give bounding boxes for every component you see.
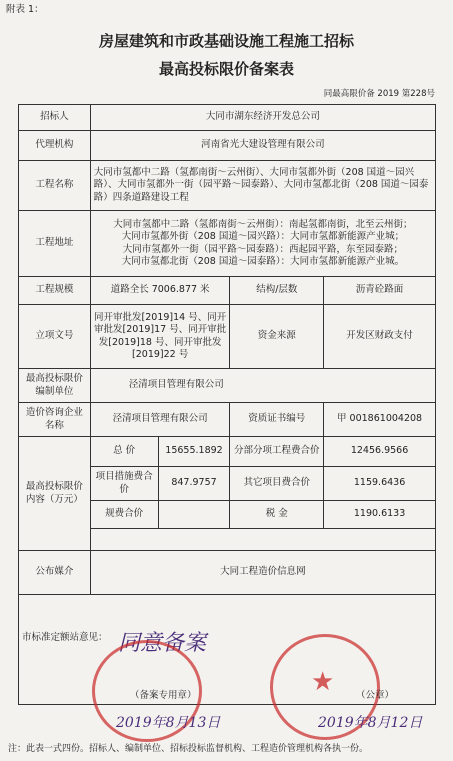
date-right: 2019年8月12日	[318, 715, 423, 731]
attachment-label: 附表 1：	[6, 4, 44, 15]
review-label: 市标准定额站意见：	[22, 632, 108, 643]
agent-value: 河南省光大建设管理有限公司	[90, 131, 435, 161]
project-name-label: 工程名称	[19, 161, 91, 211]
seal-right-caption: （公章）	[356, 690, 395, 701]
date-left: 2019年8月13日	[116, 715, 221, 731]
address-line: 大同市氢都中二路（氢都南街～云州街）：南起氢都南街，北至云州街；	[113, 218, 413, 230]
tax-value: 1190.6133	[324, 501, 436, 529]
address-line: 大同市氢都外一街（园平路～园泰路）：西起园平路，东至园泰路；	[122, 243, 404, 255]
total-label: 总 价	[90, 437, 158, 467]
cert-value: 甲 001861004208	[324, 403, 436, 437]
fund-value: 开发区财政支付	[324, 305, 436, 369]
star-icon: ★	[311, 667, 335, 697]
seal-left-caption: （备案专用章）	[130, 690, 197, 701]
subitem-label: 分部分项工程费合价	[230, 437, 324, 467]
agent-label: 代理机构	[19, 131, 91, 161]
fee-value	[158, 501, 230, 529]
consult-value: 泾清项目管理有限公司	[90, 403, 230, 437]
media-label: 公布媒介	[19, 551, 91, 595]
structure-label: 结构/层数	[230, 277, 324, 305]
address-line: 大同市氢都外街（208 国道～园兴路）：大同市氢都新能源产业城；	[121, 231, 405, 242]
tenderer-label: 招标人	[19, 105, 91, 131]
record-table	[18, 104, 436, 705]
fee-label: 规费合价	[90, 501, 158, 529]
tax-label: 税 金	[230, 501, 324, 529]
limit-label: 最高投标限价内容（万元）	[19, 437, 91, 551]
address-line: 大同市氢都北街（208 国道～园泰路）：大同市氢都新能源产业城。	[121, 256, 405, 267]
cert-label: 资质证书编号	[230, 403, 324, 437]
total-value: 15655.1892	[158, 437, 230, 467]
approval-value: 同开审批发[2019]14 号、同开审批发[2019]17 号、同开审批发[2019]18 号、同开审批发[2019]22 号	[90, 305, 230, 369]
tenderer-value: 大同市湖东经济开发总公司	[90, 105, 435, 131]
scale-label: 工程规模	[19, 277, 91, 305]
scale-value: 道路全长 7006.877 米	[90, 277, 230, 305]
structure-value: 沥青砼路面	[324, 277, 436, 305]
handwritten-opinion: 同意备案	[118, 631, 207, 656]
consult-label: 造价咨询企业名称	[19, 403, 91, 437]
subitem-value: 12456.9566	[324, 437, 436, 467]
address-label: 工程地址	[19, 211, 91, 277]
compiler-value: 泾清项目管理有限公司	[90, 369, 435, 403]
measure-label: 项目措施费合价	[90, 467, 158, 501]
empty-cell	[90, 529, 435, 551]
record-number: 同最高限价备 2019 第228号	[323, 89, 435, 99]
media-value: 大同工程造价信息网	[90, 551, 435, 595]
title-line-1: 房屋建筑和市政基础设施工程施工招标	[98, 32, 354, 50]
footnote: 注：此表一式四份。招标人、编制单位、招标投标监督机构、工程造价管理机构各执一份。	[8, 744, 369, 754]
fund-label: 资金来源	[230, 305, 324, 369]
title-line-2: 最高投标限价备案表	[158, 60, 294, 78]
other-value: 1159.6436	[324, 467, 436, 501]
address-value	[90, 211, 435, 277]
project-name-value: 大同市氢都中二路（氢都南街～云州街）、大同市氢都外街（208 国道～园兴路）、大同市氢都外一街（园平路～园泰路）、大同市氢都北街（208 国道～园泰路）四条道路建设工程	[90, 161, 435, 211]
other-label: 其它项目费合价	[230, 467, 324, 501]
measure-value: 847.9757	[158, 467, 230, 501]
approval-label: 立项文号	[19, 305, 91, 369]
compiler-label: 最高投标限价编制单位	[19, 369, 91, 403]
